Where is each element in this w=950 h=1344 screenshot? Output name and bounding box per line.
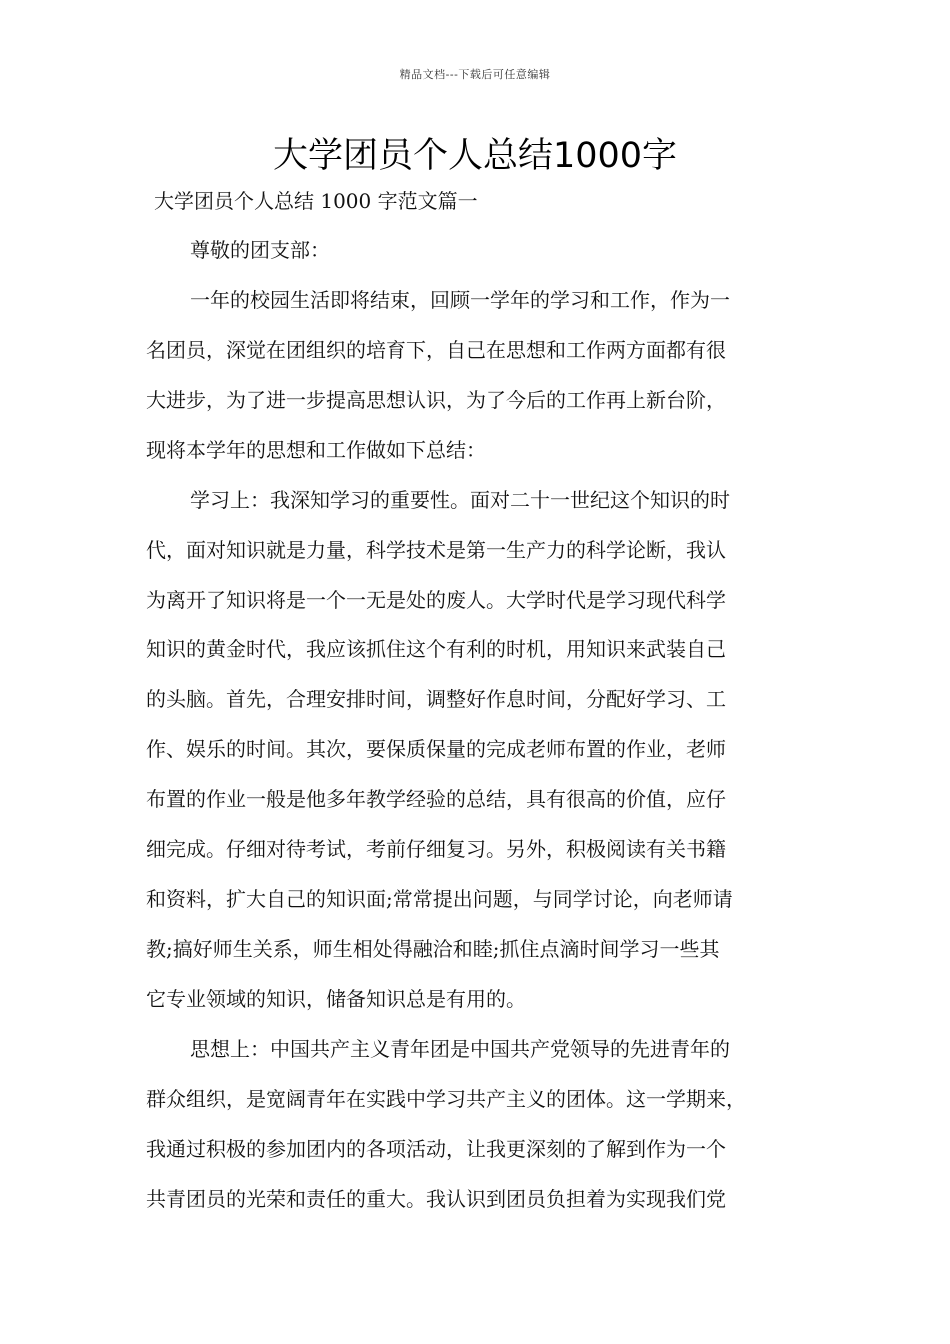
paragraph-3-line-1: 思想上：中国共产主义青年团是中国共产党领导的先进青年的 (190, 1037, 730, 1061)
paragraph-1-line-3: 大进步，为了进一步提高思想认识，为了今后的工作再上新台阶， (146, 388, 726, 412)
paragraph-1-line-1: 一年的校园生活即将结束，回顾一学年的学习和工作，作为一 (190, 288, 730, 312)
paragraph-2-line-6: 作、娱乐的时间。其次，要保质保量的完成老师布置的作业，老师 (146, 737, 726, 761)
paragraph-3-line-3: 我通过积极的参加团内的各项活动，让我更深刻的了解到作为一个 (146, 1137, 726, 1161)
salutation: 尊敬的团支部： (190, 238, 330, 262)
paragraph-2-line-10: 教;搞好师生关系，师生相处得融洽和睦;抓住点滴时间学习一些其 (146, 937, 720, 961)
header-note: 精品文档---下载后可任意编辑 (399, 68, 551, 81)
paragraph-2-line-8: 细完成。仔细对待考试，考前仔细复习。另外，积极阅读有关书籍 (146, 837, 726, 861)
paragraph-2-line-9: 和资料，扩大自己的知识面;常常提出问题，与同学讨论，向老师请 (146, 887, 733, 911)
document-subtitle: 大学团员个人总结 1000 字范文篇一 (154, 189, 478, 213)
paragraph-3-line-4: 共青团员的光荣和责任的重大。我认识到团员负担着为实现我们党 (146, 1187, 726, 1211)
paragraph-2-line-7: 布置的作业一般是他多年教学经验的总结，具有很高的价值，应仔 (146, 787, 726, 811)
paragraph-2-line-5: 的头脑。首先，合理安排时间，调整好作息时间，分配好学习、工 (146, 687, 726, 711)
paragraph-1-line-4: 现将本学年的思想和工作做如下总结： (146, 438, 486, 462)
document-title: 大学团员个人总结1000字 (272, 136, 678, 176)
paragraph-2-line-11: 它专业领域的知识，储备知识总是有用的。 (146, 987, 526, 1011)
paragraph-3-line-2: 群众组织，是宽阔青年在实践中学习共产主义的团体。这一学期来， (146, 1087, 746, 1111)
paragraph-2-line-1: 学习上：我深知学习的重要性。面对二十一世纪这个知识的时 (190, 488, 730, 512)
paragraph-1-line-2: 名团员，深觉在团组织的培育下，自己在思想和工作两方面都有很 (146, 338, 726, 362)
paragraph-2-line-3: 为离开了知识将是一个一无是处的废人。大学时代是学习现代科学 (146, 588, 726, 612)
paragraph-2-line-4: 知识的黄金时代，我应该抓住这个有利的时机，用知识来武装自己 (146, 637, 726, 661)
paragraph-2-line-2: 代，面对知识就是力量，科学技术是第一生产力的科学论断，我认 (146, 538, 726, 562)
